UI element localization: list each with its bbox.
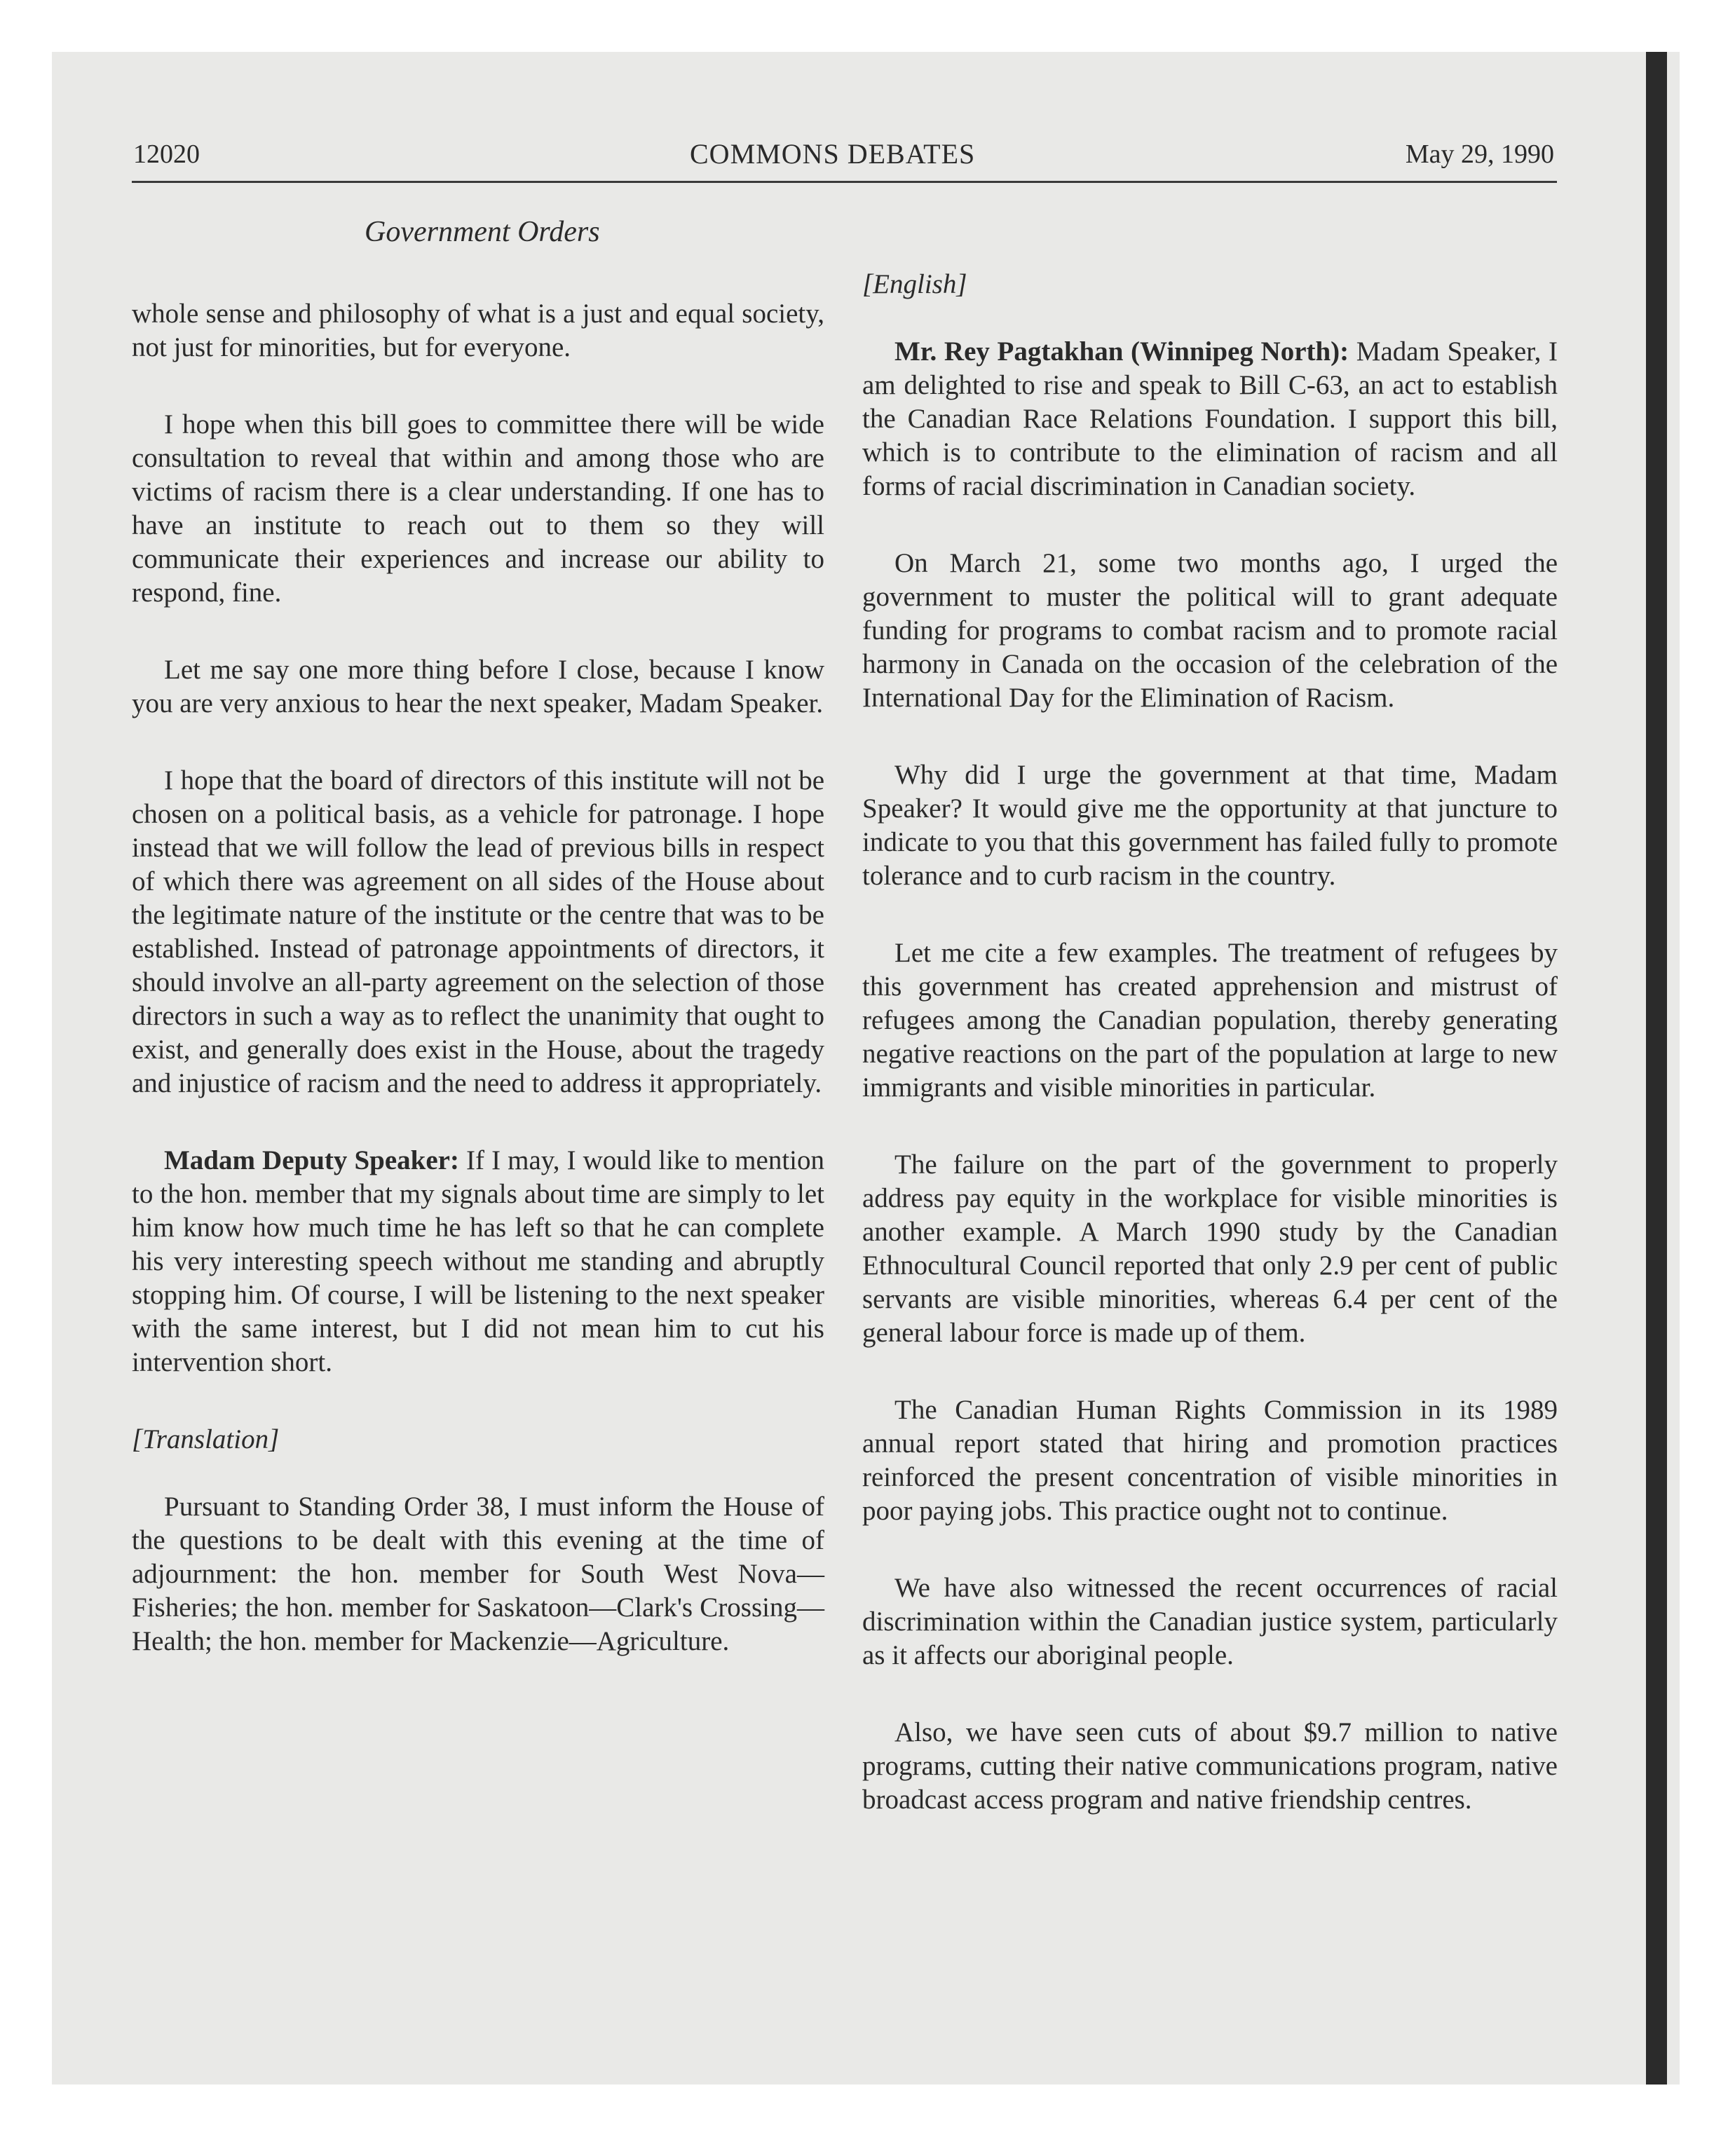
header-rule xyxy=(132,181,1557,183)
paragraph: On March 21, some two months ago, I urged the government to muster the political will to grant adequate funding for programs to combat racism and to promote racial harmony in Canada on the occasion of the celebration of the International Day for the Elimination of Racism. xyxy=(862,548,1558,713)
paragraph: I hope that the board of directors of this institute will not be chosen on a political basis, as a vehicle for patronage. I hope instead that we will follow the lead of previous bills in respect of which there was agreement on all sides of the House about the legitimate nature of the institute or the centre that was to be established. Instead of patronage appointments of directors, it should involve an all-party agreement on the selection of those directors in such a way as to reflect the unanimity that ought to exist, and generally does exist in the House, about the tragedy and injustice of racism and the need to address it appropriately. xyxy=(132,765,824,1098)
paragraph: Let me say one more thing before I close, because I know you are very anxious to hear the next speaker, Madam Speaker. xyxy=(132,655,824,718)
speech-paragraph xyxy=(132,1144,824,1379)
page-edge-shadow xyxy=(1646,52,1667,2085)
section-title: Government Orders xyxy=(365,216,600,248)
paragraph: Also, we have seen cuts of about $9.7 million to native programs, cutting their native communications program, native broadcast access program and native friendship centres. xyxy=(862,1717,1558,1815)
speaker-name: Madam Deputy Speaker: xyxy=(164,1145,459,1175)
paragraph: I hope when this bill goes to committee there will be wide consultation to reveal that within and among those who are victims of racism there is a clear understanding. If one has to have an institute to reach out to them so they will communicate their experiences and increase our ability to respond, fine. xyxy=(132,409,824,608)
right-column xyxy=(862,268,1558,1817)
paragraph: whole sense and philosophy of what is a just and equal society, not just for minorities, but for everyone. xyxy=(132,299,824,362)
speaker-name: Mr. Rey Pagtakhan (Winnipeg North): xyxy=(894,336,1349,367)
language-marker: [Translation] xyxy=(132,1424,280,1454)
page-number: 12020 xyxy=(133,139,200,169)
publication-title: COMMONS DEBATES xyxy=(690,138,976,170)
paragraph: Let me cite a few examples. The treatment of refugees by this government has created apprehension and mistrust of refugees among the Canadian population, thereby generating negative reactions on the part of the population at large to new immigrants and visible minorities in particular. xyxy=(862,938,1558,1103)
publication-date: May 29, 1990 xyxy=(1405,139,1554,169)
paragraph: We have also witnessed the recent occurrences of racial discrimination within the Canadian justice system, particularly as it affects our aboriginal people. xyxy=(862,1573,1558,1670)
speech-text: If I may, I would like to mention to the hon. member that my signals about time are simply to let him know how much time he has left so that he can complete his very interesting speech without me standing and abruptly stopping him. Of course, I will be listening to the next speaker with the same interest, but I did not mean him to cut his intervention short. xyxy=(132,1145,824,1377)
paragraph: Why did I urge the government at that time, Madam Speaker? It would give me the opportunity at that juncture to indicate to you that this government has failed fully to promote tolerance and to curb racism in the country. xyxy=(862,760,1558,891)
speech-text: Madam Speaker, I am delighted to rise and speak to Bill C-63, an act to establish the Canadian Race Relations Foundation. I support this bill, which is to contribute to the elimination of racism and all forms of racial discrimination in Canadian society. xyxy=(862,336,1558,501)
paragraph: The Canadian Human Rights Commission in its 1989 annual report stated that hiring and promotion practices reinforced the present concentration of visible minorities in poor paying jobs. This practice ought not to continue. xyxy=(862,1395,1558,1526)
language-marker: [English] xyxy=(862,269,967,299)
left-column xyxy=(132,268,824,1658)
speech-paragraph xyxy=(862,335,1558,503)
paragraph: Pursuant to Standing Order 38, I must inform the House of the questions to be dealt with this evening at the time of adjournment: the hon. member for South West Nova—Fisheries; the hon. member for Saskatoon—Clark's Crossing—Health; the hon. member for Mackenzie—Agriculture. xyxy=(132,1492,824,1656)
paragraph: The failure on the part of the government to properly address pay equity in the workplace for visible minorities is another example. A March 1990 study by the Canadian Ethnocultural Council reported that only 2.9 per cent of public servants are visible minorities, whereas 6.4 per cent of the general labour force is made up of them. xyxy=(862,1149,1558,1348)
